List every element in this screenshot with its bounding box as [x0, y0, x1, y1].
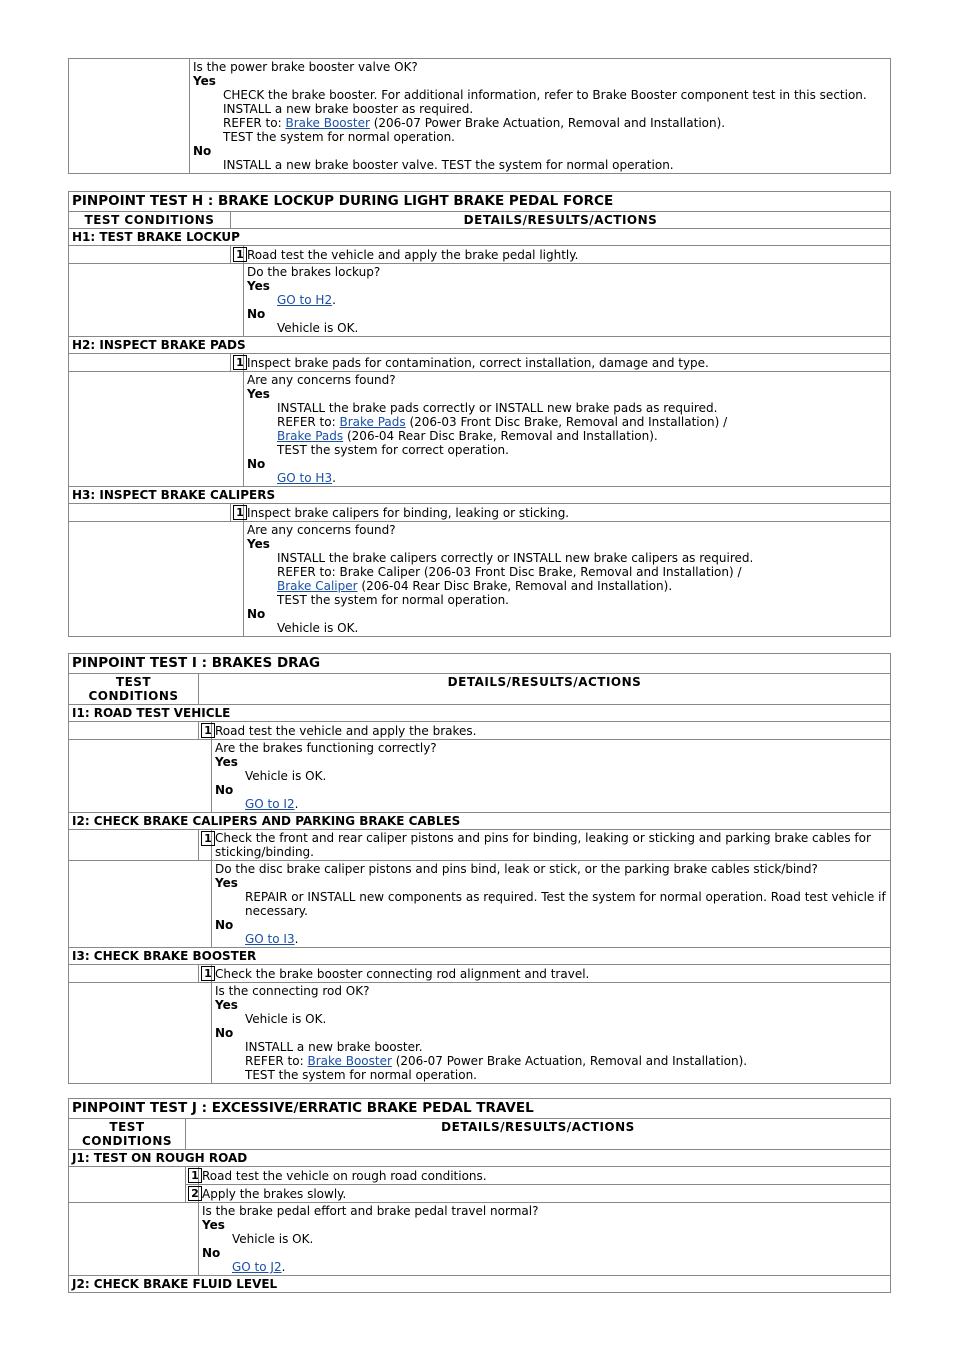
step-number: 2: [188, 1186, 202, 1201]
result-cell: Is the connecting rod OK? Yes Vehicle is OK. No INSTALL a new brake booster. REFER to: Brake Booster (206-07 Power Brake Actuation, Removal and Installation). TEST the system for normal operation.: [212, 983, 891, 1084]
col-details: DETAILS/RESULTS/ACTIONS: [199, 674, 891, 705]
col-test-conditions: TEST CONDITIONS: [69, 212, 231, 229]
details-cell: [190, 59, 891, 174]
top-continuation-block: [68, 58, 891, 174]
step-number: 1: [201, 831, 215, 846]
refer-line: REFER to: Brake Booster (206-07 Power Brake Actuation, Removal and Installation).: [223, 116, 726, 130]
result-cell: Are any concerns found? Yes INSTALL the brake calipers correctly or INSTALL new brake calipers as required. REFER to: Brake Caliper (206-03 Front Disc Brake, Removal and Installation) / Brake Caliper (206-04 Rear Disc Brake, Removal and Installation). TEST the system for normal operation. No Vehicle is OK.: [244, 522, 891, 637]
go-to-i3-link[interactable]: GO to I3: [245, 932, 295, 946]
col-test-conditions: TEST CONDITIONS: [69, 674, 199, 705]
test-i-title: PINPOINT TEST I : BRAKES DRAG: [69, 654, 891, 674]
col-test-conditions: TEST CONDITIONS: [69, 1119, 186, 1150]
step-number: 1: [233, 505, 247, 520]
step-heading-i2: I2: CHECK BRAKE CALIPERS AND PARKING BRAKE CABLES: [69, 813, 891, 830]
step-heading-j1: J1: TEST ON ROUGH ROAD: [69, 1150, 891, 1167]
step-number: 1: [201, 723, 215, 738]
brake-booster-link[interactable]: Brake Booster: [285, 116, 370, 130]
step-number: 1: [233, 247, 247, 262]
pinpoint-test-j: [68, 1098, 891, 1293]
step-heading-h2: H2: INSPECT BRAKE PADS: [69, 337, 891, 354]
yes-label: Yes: [193, 74, 216, 88]
step-heading-i3: I3: CHECK BRAKE BOOSTER: [69, 948, 891, 965]
col-details: DETAILS/RESULTS/ACTIONS: [186, 1119, 891, 1150]
brake-caliper-link[interactable]: Brake Caliper: [277, 579, 358, 593]
brake-pads-front-link[interactable]: Brake Pads: [339, 415, 406, 429]
step-number: 1: [201, 966, 215, 981]
pinpoint-test-h: [68, 191, 891, 637]
step-heading-h1: H1: TEST BRAKE LOCKUP: [69, 229, 891, 246]
question: Is the power brake booster valve OK?: [193, 60, 418, 74]
step-number: 1: [233, 355, 247, 370]
step-number: 1: [188, 1168, 202, 1183]
test-h-title: PINPOINT TEST H : BRAKE LOCKUP DURING LIGHT BRAKE PEDAL FORCE: [69, 192, 891, 212]
test-conditions-cell: [69, 59, 190, 174]
no-label: No: [193, 144, 212, 158]
test-line: TEST the system for normal operation.: [223, 130, 455, 144]
result-cell: Do the disc brake caliper pistons and pins bind, leak or stick, or the parking brake cables stick/bind? Yes REPAIR or INSTALL new components as required. Test the system for normal operation. Road test vehicle if necessary. No GO to I3.: [212, 861, 891, 948]
result-cell: Are the brakes functioning correctly? Yes Vehicle is OK. No GO to I2.: [212, 740, 891, 813]
instruction: Road test the vehicle and apply the brake pedal lightly.: [244, 246, 891, 264]
brake-pads-rear-link[interactable]: Brake Pads: [277, 429, 344, 443]
test-j-title: PINPOINT TEST J : EXCESSIVE/ERRATIC BRAKE PEDAL TRAVEL: [69, 1099, 891, 1119]
step-heading-j2: J2: CHECK BRAKE FLUID LEVEL: [69, 1276, 891, 1293]
result-cell: Is the brake pedal effort and brake pedal travel normal? Yes Vehicle is OK. No GO to J2.: [199, 1203, 891, 1276]
instruction: Road test the vehicle on rough road conditions.: [199, 1167, 891, 1185]
step-heading-h3: H3: INSPECT BRAKE CALIPERS: [69, 487, 891, 504]
instruction: Check the front and rear caliper pistons and pins for binding, leaking or sticking and parking brake cables for sticking/binding.: [212, 830, 891, 861]
step-heading-i1: I1: ROAD TEST VEHICLE: [69, 705, 891, 722]
col-details: DETAILS/RESULTS/ACTIONS: [231, 212, 891, 229]
yes-text: CHECK the brake booster. For additional information, refer to Brake Booster component test in this section. INSTALL a new brake booster as required.: [223, 88, 867, 116]
go-to-h2-link[interactable]: GO to H2: [277, 293, 333, 307]
instruction: Apply the brakes slowly.: [199, 1185, 891, 1203]
instruction: Road test the vehicle and apply the brakes.: [212, 722, 891, 740]
instruction: Inspect brake pads for contamination, correct installation, damage and type.: [244, 354, 891, 372]
result-cell: Are any concerns found? Yes INSTALL the brake pads correctly or INSTALL new brake pads as required. REFER to: Brake Pads (206-03 Front Disc Brake, Removal and Installation) / Brake Pads (206-04 Rear Disc Brake, Removal and Installation). TEST the system for correct operation. No GO to H3.: [244, 372, 891, 487]
go-to-h3-link[interactable]: GO to H3: [277, 471, 333, 485]
go-to-i2-link[interactable]: GO to I2: [245, 797, 295, 811]
go-to-j2-link[interactable]: GO to J2: [232, 1260, 282, 1274]
pinpoint-test-i: [68, 653, 891, 1084]
result-cell: Do the brakes lockup? Yes GO to H2. No Vehicle is OK.: [244, 264, 891, 337]
instruction: Check the brake booster connecting rod alignment and travel.: [212, 965, 891, 983]
brake-booster-link[interactable]: Brake Booster: [307, 1054, 392, 1068]
no-text: INSTALL a new brake booster valve. TEST the system for normal operation.: [223, 158, 674, 172]
instruction: Inspect brake calipers for binding, leaking or sticking.: [244, 504, 891, 522]
